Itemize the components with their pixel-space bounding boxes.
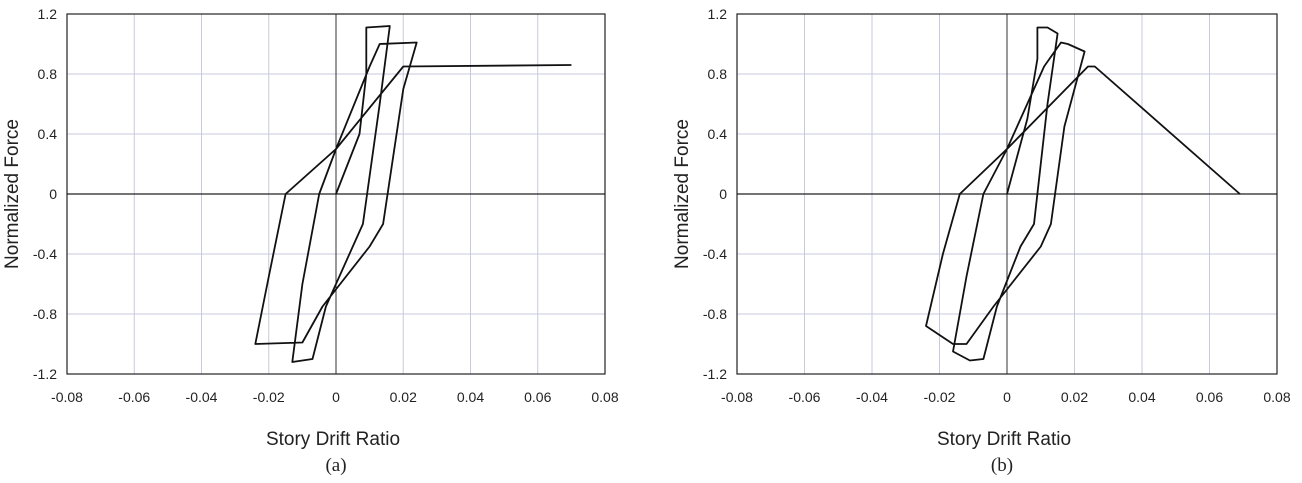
caption-a: (a)	[325, 455, 347, 476]
x-tick-label: -0.02	[923, 389, 956, 405]
x-tick-label: 0.08	[1263, 389, 1291, 405]
y-axis-label: Normalized Force	[672, 119, 693, 269]
x-tick-label: -0.04	[856, 389, 888, 405]
y-tick-label: 1.2	[707, 6, 727, 22]
y-tick-label: -0.8	[702, 306, 727, 322]
y-tick-label: 0.4	[707, 126, 727, 142]
y-tick-label: -0.8	[32, 306, 57, 322]
y-tick-label: 0.8	[37, 66, 57, 82]
x-tick-label: -0.08	[51, 389, 83, 405]
x-tick-label: 0.04	[456, 389, 485, 405]
y-tick-label: 0.8	[707, 66, 727, 82]
chart-a-svg	[0, 0, 651, 450]
x-tick-label: 0.08	[591, 389, 619, 405]
x-tick-label: 0.06	[1195, 389, 1224, 405]
y-tick-label: 0	[49, 186, 57, 202]
x-tick-label: 0.04	[1128, 389, 1156, 405]
y-tick-label: 1.2	[37, 6, 57, 22]
x-tick-label: -0.04	[185, 389, 218, 405]
x-tick-label: 0.06	[524, 389, 552, 405]
y-tick-label: -1.2	[702, 366, 727, 382]
x-tick-label: 0	[332, 389, 340, 405]
y-tick-label: -0.4	[32, 246, 57, 262]
x-tick-label: 0.02	[1060, 389, 1089, 405]
x-axis-label: Story Drift Ratio	[265, 429, 401, 450]
x-axis-label: Story Drift Ratio	[936, 429, 1072, 450]
x-tick-label: -0.06	[788, 389, 821, 405]
caption-b: (b)	[990, 455, 1014, 476]
chart-panel-b	[651, 0, 1302, 483]
x-tick-label: 0.02	[389, 389, 417, 405]
y-tick-label: -0.4	[702, 246, 727, 262]
x-tick-label: -0.08	[721, 389, 753, 405]
x-tick-label: -0.02	[252, 389, 285, 405]
x-tick-label: 0	[1003, 389, 1011, 405]
chart-b-svg	[651, 0, 1302, 450]
y-axis-label: Normalized Force	[2, 119, 23, 269]
x-tick-label: -0.06	[118, 389, 151, 405]
y-tick-label: 0	[719, 186, 727, 202]
y-tick-label: 0.4	[37, 126, 57, 142]
y-tick-label: -1.2	[32, 366, 57, 382]
